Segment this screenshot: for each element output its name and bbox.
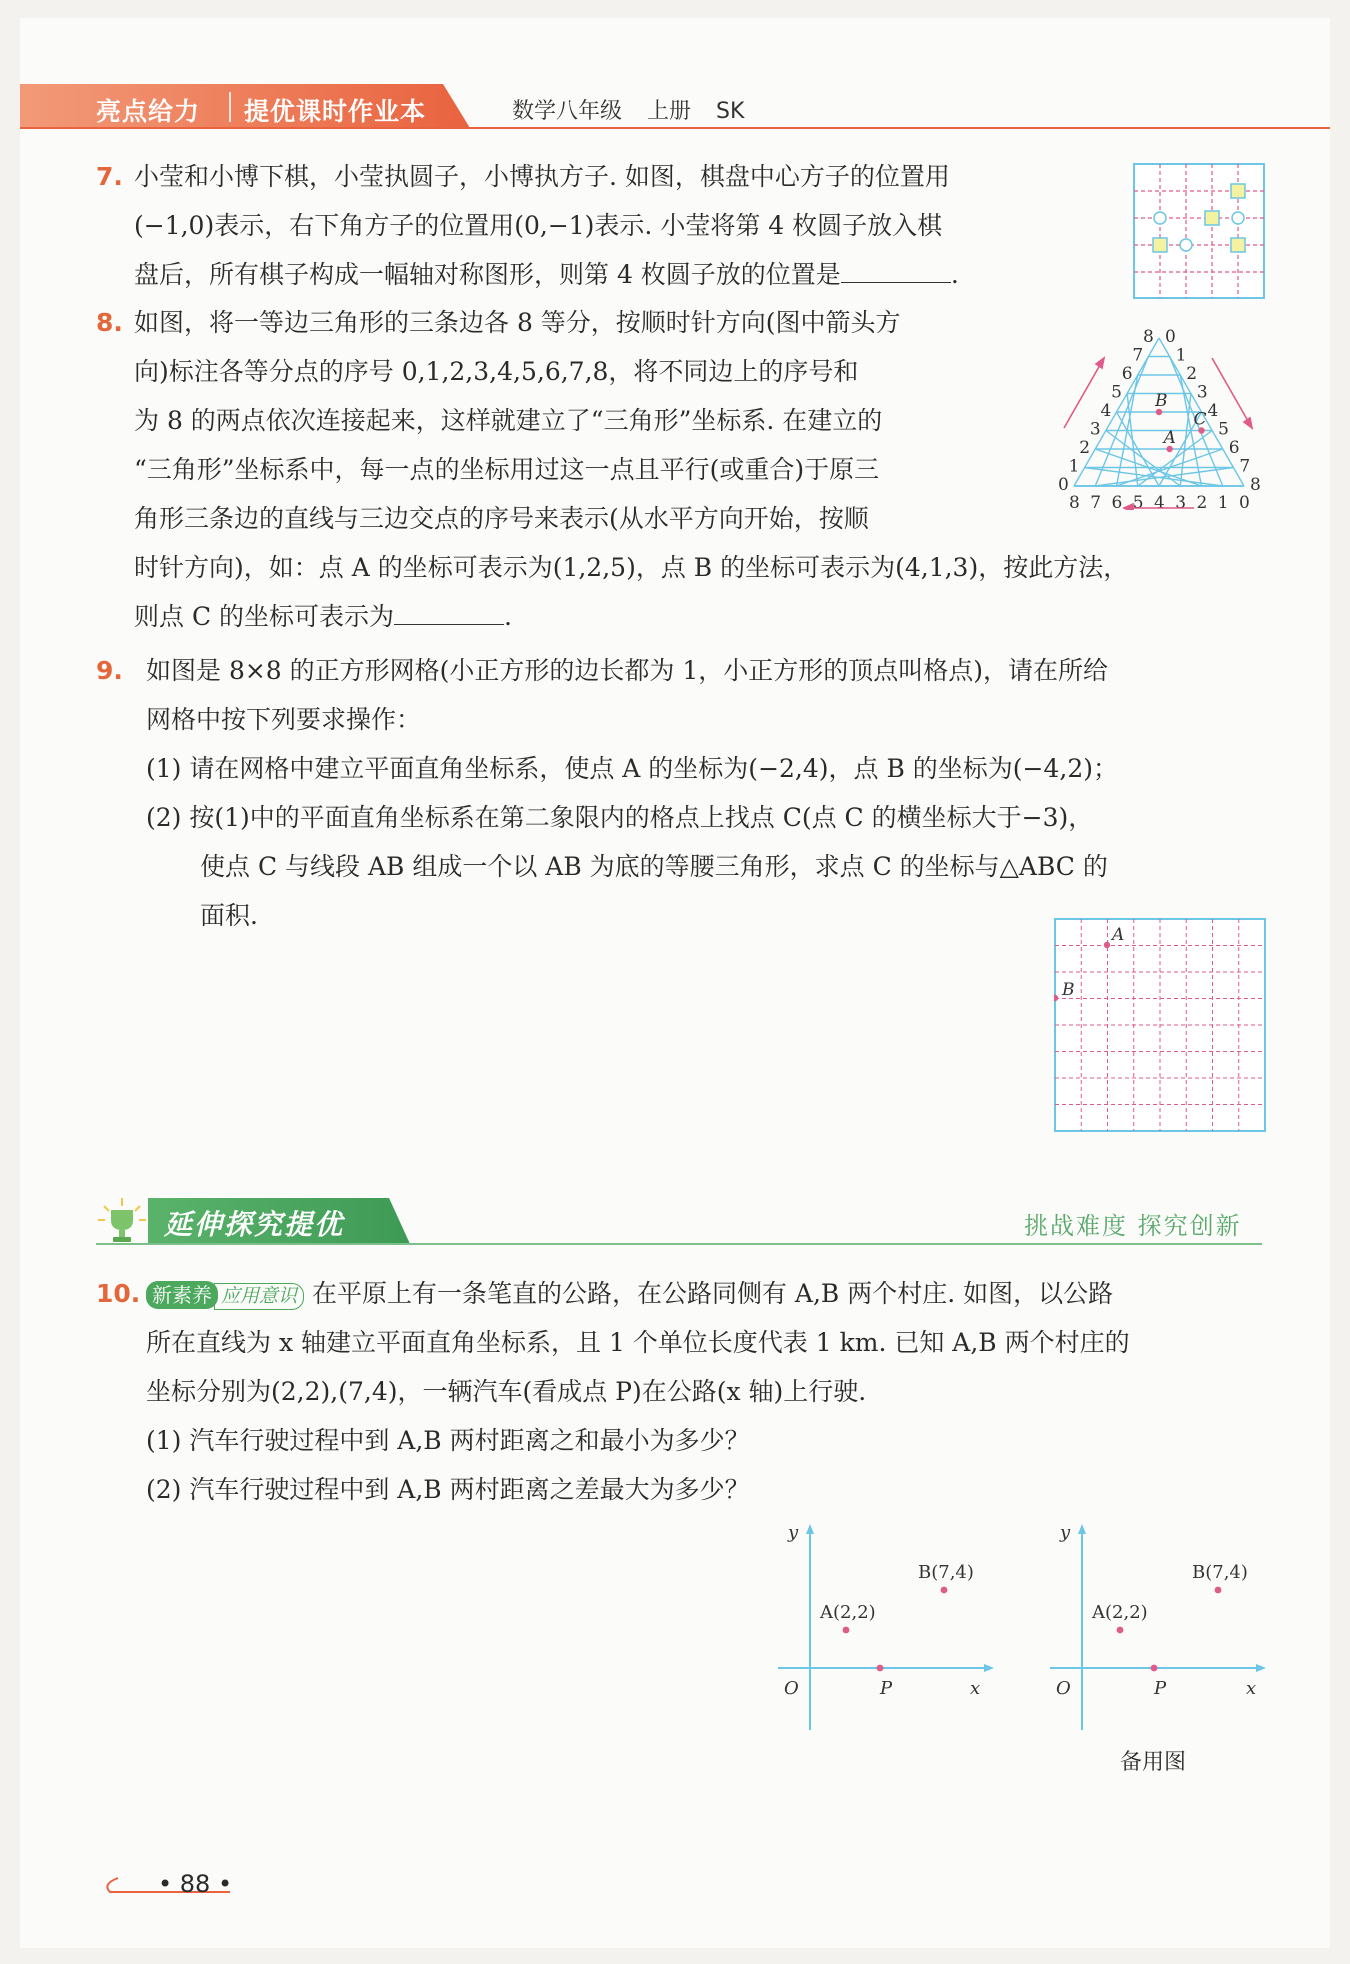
point-a-label: A [1163, 428, 1176, 448]
square-piece-2 [1153, 238, 1167, 252]
left-arrow [1064, 358, 1104, 428]
q7-number: 7. [96, 162, 123, 191]
square-piece-1 [1231, 184, 1245, 198]
point-a-label: A(2,2) [820, 1602, 876, 1623]
q8-line-3: 为 8 的两点依次连接起来，这样就建立了“三角形”坐标系. 在建立的 [134, 406, 883, 435]
bottom-edge-label: 7 [1090, 493, 1102, 510]
header-separator [229, 92, 231, 122]
q8-triangle-figure [1044, 306, 1274, 510]
left-edge-label: 8 [1143, 327, 1154, 347]
q10-part-1: (1) 汽车行驶过程中到 A,B 两村距离之和最小为多少？ [146, 1426, 750, 1455]
point-b [1215, 1587, 1222, 1594]
left-arrow-head [1096, 358, 1104, 368]
round-piece-3 [1180, 239, 1192, 251]
right-edge-label: 1 [1175, 345, 1187, 366]
q9-part-2-line-3: 面积. [200, 901, 258, 930]
section-title: 延伸探究提优 [164, 1208, 345, 1241]
x-axis-label: x [970, 1678, 981, 1699]
q8-line-7 [134, 602, 512, 632]
y-axis-arrow [806, 1524, 814, 1534]
bottom-arrow-head [1124, 504, 1133, 510]
x-axis-arrow [984, 1664, 994, 1672]
right-edge-label: 6 [1228, 438, 1240, 458]
point-a-label: A(2,2) [1092, 1602, 1148, 1623]
q9-number: 9. [96, 656, 123, 685]
x-axis-arrow [1256, 1664, 1266, 1672]
point-a [1117, 1627, 1124, 1634]
q7-line-3-text: 盘后，所有棋子构成一幅轴对称图形，则第 4 枚圆子放的位置是 [134, 260, 841, 289]
point-p-label: P [880, 1678, 893, 1699]
point-p-label: P [1154, 1678, 1167, 1699]
q10-line-1 [146, 1279, 1113, 1310]
round-piece-1 [1154, 212, 1166, 224]
origin-label: O [784, 1678, 799, 1699]
left-edge-label: 4 [1100, 401, 1112, 421]
section-tagline: 挑战难度 探究创新 [1024, 1212, 1242, 1240]
trophy-icon [96, 1196, 148, 1248]
point-c-label: C [1193, 409, 1207, 430]
q9-line-2: 网格中按下列要求操作： [146, 705, 422, 734]
grid-point-a [1104, 942, 1110, 948]
bottom-edge-label: 2 [1196, 493, 1208, 510]
left-edge-label: 6 [1121, 364, 1133, 384]
right-arrow-head [1244, 418, 1252, 428]
left-edge-label: 2 [1079, 438, 1091, 458]
q10-coordinate-figure [770, 1518, 1000, 1732]
left-edge-label: 7 [1132, 345, 1144, 366]
page-number: • 88 • [158, 1870, 233, 1898]
q10-line-2: 所在直线为 x 轴建立平面直角坐标系，且 1 个单位长度代表 1 km. 已知 A,B 两个村庄的 [146, 1328, 1130, 1357]
bottom-edge-label: 8 [1069, 493, 1080, 510]
square-piece-lower-right [1231, 238, 1245, 252]
section-rule [96, 1243, 1262, 1245]
q9-part-2-line-1: (2) 按(1)中的平面直角坐标系在第二象限内的格点上找点 C(点 C 的横坐标大于−3)， [146, 803, 1094, 832]
q8-line-2: 向)标注各等分点的序号 0,1,2,3,4,5,6,7,8，将不同边上的序号和 [134, 357, 859, 386]
q10-line-3: 坐标分别为(2,2),(7,4)，一辆汽车(看成点 P)在公路(x 轴)上行驶. [146, 1377, 867, 1406]
bottom-edge-label: 0 [1239, 493, 1250, 510]
tag-application: 应用意识 [214, 1283, 304, 1310]
q7-board-figure [1132, 162, 1266, 300]
q8-line-4: “三角形”坐标系中，每一点的坐标用过这一点且平行(或重合)于原三 [134, 455, 880, 484]
q9-part-2-line-2: 使点 C 与线段 AB 组成一个以 AB 为底的等腰三角形，求点 C 的坐标与△ABC 的 [200, 852, 1108, 881]
left-edge-label: 3 [1089, 419, 1101, 440]
q10-line-1-text: 在平原上有一条笔直的公路，在公路同侧有 A,B 两个村庄. 如图，以公路 [311, 1279, 1114, 1308]
point-b-label: B(7,4) [918, 1562, 974, 1583]
bottom-edge-label: 4 [1154, 493, 1165, 510]
q9-grid-figure [1054, 918, 1266, 1132]
header-brand: 亮点给力 [96, 97, 201, 126]
q8-line-6: 时针方向)，如：点 A 的坐标可表示为(1,2,5)，点 B 的坐标可表示为(4,1,3)，按此方法， [134, 553, 1129, 582]
q8-answer-blank[interactable] [394, 603, 504, 625]
header-rule [20, 127, 1330, 129]
header-subtitle [512, 94, 744, 125]
bottom-edge-label: 6 [1111, 493, 1123, 510]
header-series: 提优课时作业本 [244, 97, 427, 126]
right-edge-label: 2 [1186, 364, 1198, 384]
bottom-edge-label: 5 [1132, 493, 1144, 510]
right-edge-label: 8 [1250, 475, 1261, 495]
left-edge-label: 1 [1068, 456, 1080, 477]
point-b-label: B(7,4) [1192, 1562, 1248, 1583]
right-edge-label: 3 [1196, 382, 1208, 403]
grid-point-a-label: A [1112, 925, 1125, 945]
q8-line-7-text: 则点 C 的坐标可表示为 [134, 602, 395, 631]
q10-spare-figure [1046, 1518, 1276, 1732]
header-subject: 数学八年级 [512, 99, 623, 124]
right-edge-label: 0 [1165, 327, 1176, 347]
q10-part-2: (2) 汽车行驶过程中到 A,B 两村距离之差最大为多少？ [146, 1475, 750, 1504]
square-piece-center [1205, 211, 1219, 225]
y-axis-label: y [1060, 1522, 1071, 1543]
q7-line-3 [134, 260, 959, 290]
y-axis-arrow [1078, 1524, 1086, 1534]
q10-number: 10. [96, 1279, 141, 1308]
point-b [941, 1587, 948, 1594]
left-edge-label: 0 [1058, 475, 1069, 495]
q8-end: . [504, 602, 512, 631]
round-piece-2 [1232, 212, 1244, 224]
bottom-edge-label: 1 [1217, 493, 1229, 510]
right-edge-label: 7 [1239, 456, 1251, 477]
q9-part-1: (1) 请在网格中建立平面直角坐标系，使点 A 的坐标为(−2,4)，点 B 的坐标为(−4,2)； [146, 754, 1118, 783]
q7-end: . [950, 260, 959, 289]
tag-new-literacy: 新素养 [146, 1281, 218, 1309]
point-p [877, 1665, 884, 1672]
header-volume: 上册 [647, 99, 692, 124]
origin-label: O [1056, 1678, 1071, 1699]
spare-figure-caption: 备用图 [1120, 1750, 1187, 1775]
y-axis-label: y [788, 1522, 799, 1543]
left-edge-label: 5 [1111, 382, 1122, 403]
q8-number: 8. [96, 308, 123, 337]
x-axis-label: x [1246, 1678, 1257, 1699]
point-a [843, 1627, 850, 1634]
q8-line-5: 角形三条边的直线与三边交点的序号来表示(从水平方向开始，按顺 [134, 504, 869, 533]
right-edge-label: 5 [1218, 419, 1229, 440]
grid-point-b-label: B [1062, 980, 1075, 1000]
bottom-edge-label: 3 [1175, 493, 1187, 510]
q9-line-1: 如图是 8×8 的正方形网格(小正方形的边长都为 1，小正方形的顶点叫格点)，请在所给 [146, 656, 1109, 685]
point-b-label: B [1155, 391, 1168, 411]
point-p [1151, 1665, 1158, 1672]
q7-answer-blank[interactable] [841, 261, 951, 283]
header-edition: SK [716, 99, 745, 124]
q7-line-1: 小莹和小博下棋，小莹执圆子，小博执方子. 如图，棋盘中心方子的位置用 [134, 162, 950, 191]
q7-line-2: (−1,0)表示，右下角方子的位置用(0,−1)表示. 小莹将第 4 枚圆子放入棋 [134, 211, 943, 240]
right-edge-label: 4 [1207, 401, 1219, 421]
q8-line-1: 如图，将一等边三角形的三条边各 8 等分，按顺时针方向(图中箭头方 [134, 308, 901, 337]
